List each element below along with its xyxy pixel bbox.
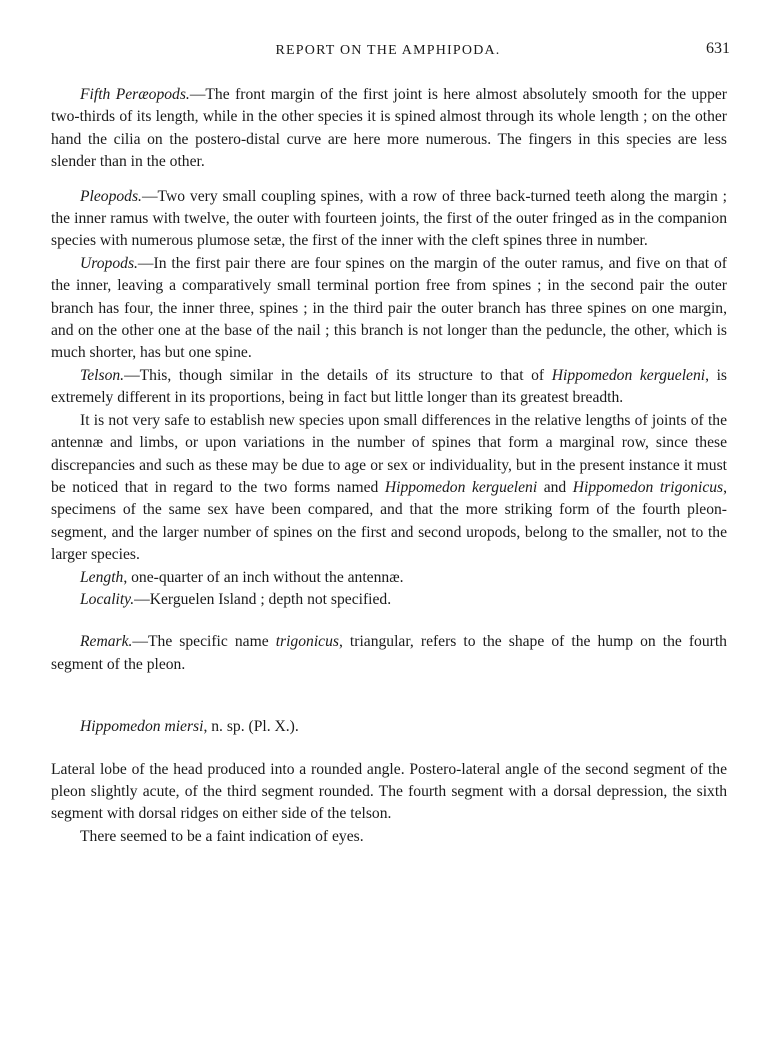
paragraph-description — [51, 759, 727, 826]
text-fifth-peraeopods: —The front margin of the first joint is here almost absolutely smooth for the upper two-thirds of its length, while in the other species it is spined almost through its whole length ; on the other hand the cilia on the postero-distal curve are here more numerous. The fingers in this species are less slender than in the other. — [51, 86, 727, 171]
running-title: REPORT ON THE AMPHIPODA. — [275, 43, 501, 58]
text-remark-a: —The specific name — [132, 633, 276, 651]
text-locality: —Kerguelen Island ; depth not specified. — [134, 590, 392, 608]
species-heading — [51, 716, 727, 738]
paragraph-uropods — [51, 253, 727, 365]
paragraph-length — [51, 567, 727, 589]
text-description: Lateral lobe of the head produced into a rounded angle. Postero-lateral angle of the second segment of the pleon slightly acute, of the third segment rounded. The fourth segment with a dorsal depression, the sixth segment with dorsal ridges on either side of the telson. — [51, 760, 727, 823]
page-number: 631 — [706, 40, 730, 57]
paragraph-eyes — [51, 826, 727, 848]
heading-telson: Telson. — [80, 366, 125, 384]
paragraph-locality — [51, 589, 727, 611]
text-discussion-c: , specimens of the same sex have been compared, and that the more striking form of the fourth pleon-segment, and the larger number of spines on the first and second uropods, belong to the smaller, not to the larger species. — [51, 478, 728, 564]
text-discussion-b: and — [537, 478, 573, 496]
text-telson-a: —This, though similar in the details of its structure to that of — [124, 366, 552, 384]
text-remark-b: , triangular, refers to the shape of the hump on the fourth segment of the pleon. — [51, 633, 727, 673]
paragraph-discussion — [51, 410, 727, 567]
text-uropods: —In the first pair there are four spines on the margin of the outer ramus, and five on that of the inner, leaving a comparatively small terminal portion free from spines ; in the second pair the outer branch has four, the inner three, spines ; in the third pair the outer branch has three spines on one margin, and on the other one at the base of the nail ; this branch is not longer than the peduncle, the other, which is much shorter, has but one spine. — [51, 254, 727, 362]
text-telson-b: , is extremely different in its proportions, being in fact but little longer than its greatest breadth. — [51, 366, 728, 407]
species-heading-suffix: , n. sp. (Pl. X.). — [203, 718, 299, 736]
heading-length: Length — [80, 568, 124, 586]
heading-fifth-peraeopods: Fifth Peræopods. — [80, 86, 190, 103]
species-name: Hippomedon miersi — [80, 718, 204, 736]
species-name: Hippomedon kergueleni — [384, 478, 538, 496]
text-length: , one-quarter of an inch without the antennæ. — [123, 568, 404, 586]
page-header — [0, 40, 776, 64]
species-name: Hippomedon kergueleni — [551, 366, 706, 384]
text-eyes: There seemed to be a faint indication of eyes. — [80, 827, 364, 845]
species-name: Hippomedon trigonicus — [572, 478, 724, 496]
text-pleopods: —Two very small coupling spines, with a row of three back-turned teeth along the margin ; the inner ramus with twelve, the outer with fourteen joints, the first of the outer fringed as in the companion species with numerous plumose setæ, the first of the inner with the cleft spines three in number. — [51, 187, 727, 250]
heading-pleopods: Pleopods. — [80, 187, 142, 205]
paragraph-fifth-peraeopods — [51, 84, 727, 174]
paragraph-remark — [51, 631, 727, 676]
paragraph-telson — [51, 365, 727, 410]
paragraph-pleopods — [51, 186, 727, 253]
heading-uropods: Uropods. — [80, 254, 138, 272]
page-body — [51, 84, 727, 848]
heading-locality: Locality. — [80, 590, 135, 608]
specific-name-term: trigonicus — [275, 633, 339, 651]
text-discussion-a: It is not very safe to establish new species upon small differences in the relative lengths of joints of the antennæ and limbs, or upon variations in the number of spines that form a marginal row, since these discrepancies and such as these may be due to age or sex or individuality, but in the present instance it must be noticed that in regard to the two forms named — [51, 411, 727, 496]
heading-remark: Remark. — [80, 633, 133, 651]
